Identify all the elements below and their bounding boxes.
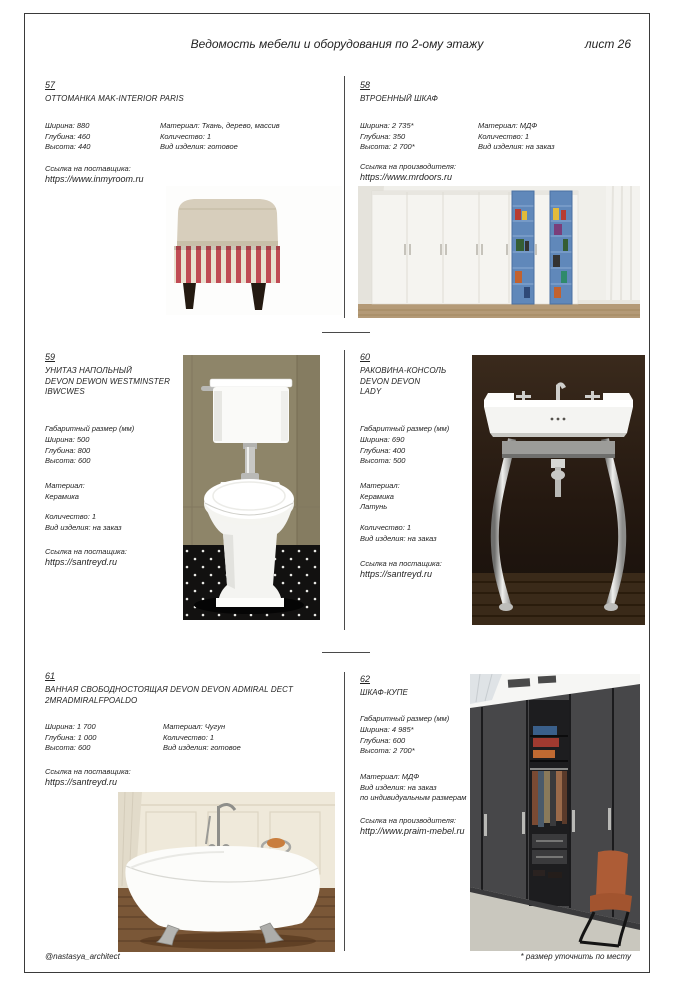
built-in-wardrobe-photo — [358, 186, 640, 318]
supplier-link[interactable]: https://santreyd.ru — [45, 777, 118, 787]
item-material — [360, 772, 466, 804]
spec-line: Высота: 2 700* — [360, 142, 415, 151]
row-separator-dash — [322, 652, 370, 653]
item-number: 60 — [360, 352, 371, 362]
spec-line: Материал: Ткань, дерево, массив — [160, 121, 280, 130]
supplier-link-label: Ссылка на поставщика: — [45, 767, 131, 776]
toilet-photo — [183, 355, 320, 620]
bathtub-illustration — [118, 792, 335, 952]
spec-line: Вид изделия: на заказ — [360, 782, 437, 792]
title-line: 2MRADMIRALFPOALDO — [45, 695, 138, 705]
basin-illustration — [472, 355, 645, 625]
column-divider — [344, 672, 345, 951]
item-quantity — [45, 512, 122, 533]
spec-line: Вид изделия: готовое — [163, 743, 241, 752]
spec-line: Глубина: 1 000 — [45, 732, 97, 742]
supplier-link[interactable]: https://www.inmyroom.ru — [45, 174, 144, 184]
wardrobe-illustration — [358, 186, 640, 318]
title-line: УНИТАЗ НАПОЛЬНЫЙ — [45, 366, 132, 375]
title-line: ШКАФ-КУПЕ — [360, 688, 408, 697]
item-specs-right — [163, 722, 241, 754]
item-material — [360, 481, 400, 513]
spec-line: Вид изделия: на заказ — [45, 522, 122, 532]
column-divider — [344, 350, 345, 630]
footnote: * размер уточнить по месту — [520, 952, 631, 961]
spec-line: Материал: Чугун — [163, 722, 226, 731]
ottoman-illustration — [166, 186, 342, 315]
supplier-link-label: Ссылка на поставщика: — [45, 164, 131, 173]
item-dimensions — [360, 725, 415, 757]
manufacturer-link-label: Ссылка на производителя: — [360, 162, 456, 171]
item-specs-right — [478, 121, 555, 153]
spec-line: Латунь — [360, 502, 388, 511]
item-title — [45, 366, 170, 398]
spec-line: Количество: 1 — [360, 523, 412, 532]
spec-line: Вид изделия: готовое — [160, 142, 238, 151]
item-title: ВТРОЕННЫЙ ШКАФ — [360, 94, 438, 103]
manufacturer-link-label: Ссылка на производителя: — [360, 816, 456, 825]
page-title: Ведомость мебели и оборудования по 2-ому этажу — [190, 37, 484, 51]
spec-line: Глубина: 460 — [45, 131, 91, 141]
spec-line: Материал: МДФ — [478, 121, 538, 130]
title-line: LADY — [360, 387, 382, 396]
manufacturer-link[interactable]: https://www.mrdoors.ru — [360, 172, 453, 182]
spec-line: Материал: — [45, 481, 85, 490]
supplier-link-label: Ссылка на постащика: — [45, 547, 127, 556]
item-title — [360, 688, 408, 699]
dimensions-label: Габаритный размер (мм) — [45, 424, 135, 433]
spec-line: Вид изделия: на заказ — [478, 142, 555, 151]
title-line: DEVON DEWON WESTMINSTER — [45, 376, 170, 386]
spec-line: Материал: — [360, 481, 400, 490]
toilet-illustration — [183, 355, 320, 620]
item-number: 58 — [360, 80, 371, 90]
supplier-link[interactable]: https://santreyd.ru — [360, 569, 433, 579]
spec-line: Вид изделия: на заказ — [360, 533, 437, 543]
spec-line: Высота: 440 — [45, 142, 91, 151]
spec-line: Ширина: 690 — [360, 435, 405, 444]
spec-line: Ширина: 500 — [45, 435, 90, 444]
spec-line: Материал: МДФ — [360, 772, 420, 781]
title-line: ВАННАЯ СВОБОДНОСТОЯЩАЯ DEVON DEVON ADMIRAL DECT — [45, 685, 294, 694]
spec-line: Глубина: 800 — [45, 445, 91, 455]
sliding-wardrobe-photo — [470, 674, 640, 951]
item-title — [45, 685, 293, 706]
item-dimensions — [45, 435, 90, 467]
item-dimensions — [360, 435, 405, 467]
spec-line: Количество: 1 — [478, 131, 530, 141]
spec-line: Количество: 1 — [160, 131, 212, 141]
item-number: 59 — [45, 352, 56, 362]
item-number: 57 — [45, 80, 56, 90]
supplier-link[interactable]: https://santreyd.ru — [45, 557, 118, 567]
manufacturer-link[interactable]: http://www.praim-mebel.ru — [360, 826, 465, 836]
item-specs-left — [45, 121, 90, 153]
item-quantity — [360, 523, 437, 544]
item-material — [45, 481, 85, 502]
item-title: ОТТОМАНКА MAK-INTERIOR PARIS — [45, 94, 184, 103]
spec-line: Ширина: 880 — [45, 121, 90, 130]
spec-line: Высота: 600 — [45, 743, 91, 752]
spec-line: Высота: 500 — [360, 456, 406, 465]
title-line: IBWCWES — [45, 387, 85, 396]
column-divider — [344, 76, 345, 318]
spec-line: Глубина: 350 — [360, 131, 406, 141]
item-specs-left — [45, 722, 96, 754]
dimensions-label: Габаритный размер (мм) — [360, 424, 450, 433]
spec-line: Ширина: 2 735* — [360, 121, 414, 130]
ottoman-photo — [166, 186, 342, 315]
spec-line: по индивидуальным размерам — [360, 793, 467, 802]
spec-line: Глубина: 600 — [360, 735, 406, 745]
author-credit: @nastasya_architect — [45, 952, 120, 961]
item-title — [360, 366, 446, 398]
item-number: 62 — [360, 674, 371, 684]
item-specs-right — [160, 121, 280, 153]
dimensions-label: Габаритный размер (мм) — [360, 714, 450, 723]
spec-line: Количество: 1 — [163, 732, 215, 742]
item-specs-left — [360, 121, 415, 153]
title-line: DEVON DEVON — [360, 376, 421, 386]
console-basin-photo — [472, 355, 645, 625]
supplier-link-label: Ссылка на постащика: — [360, 559, 442, 568]
spec-line: Высота: 2 700* — [360, 746, 415, 755]
spec-line: Высота: 600 — [45, 456, 91, 465]
spec-line: Керамика — [45, 491, 79, 501]
sliding-wardrobe-illustration — [470, 674, 640, 951]
spec-line: Ширина: 4 985* — [360, 725, 414, 734]
spec-line: Количество: 1 — [45, 512, 97, 521]
row-separator-dash — [322, 332, 370, 333]
spec-line: Ширина: 1 700 — [45, 722, 96, 731]
title-line: РАКОВИНА-КОНСОЛЬ — [360, 366, 447, 375]
sheet-number: лист 26 — [584, 37, 631, 51]
bathtub-photo — [118, 792, 335, 952]
spec-line: Глубина: 400 — [360, 445, 406, 455]
spec-line: Керамика — [360, 491, 394, 501]
item-number: 61 — [45, 671, 56, 681]
